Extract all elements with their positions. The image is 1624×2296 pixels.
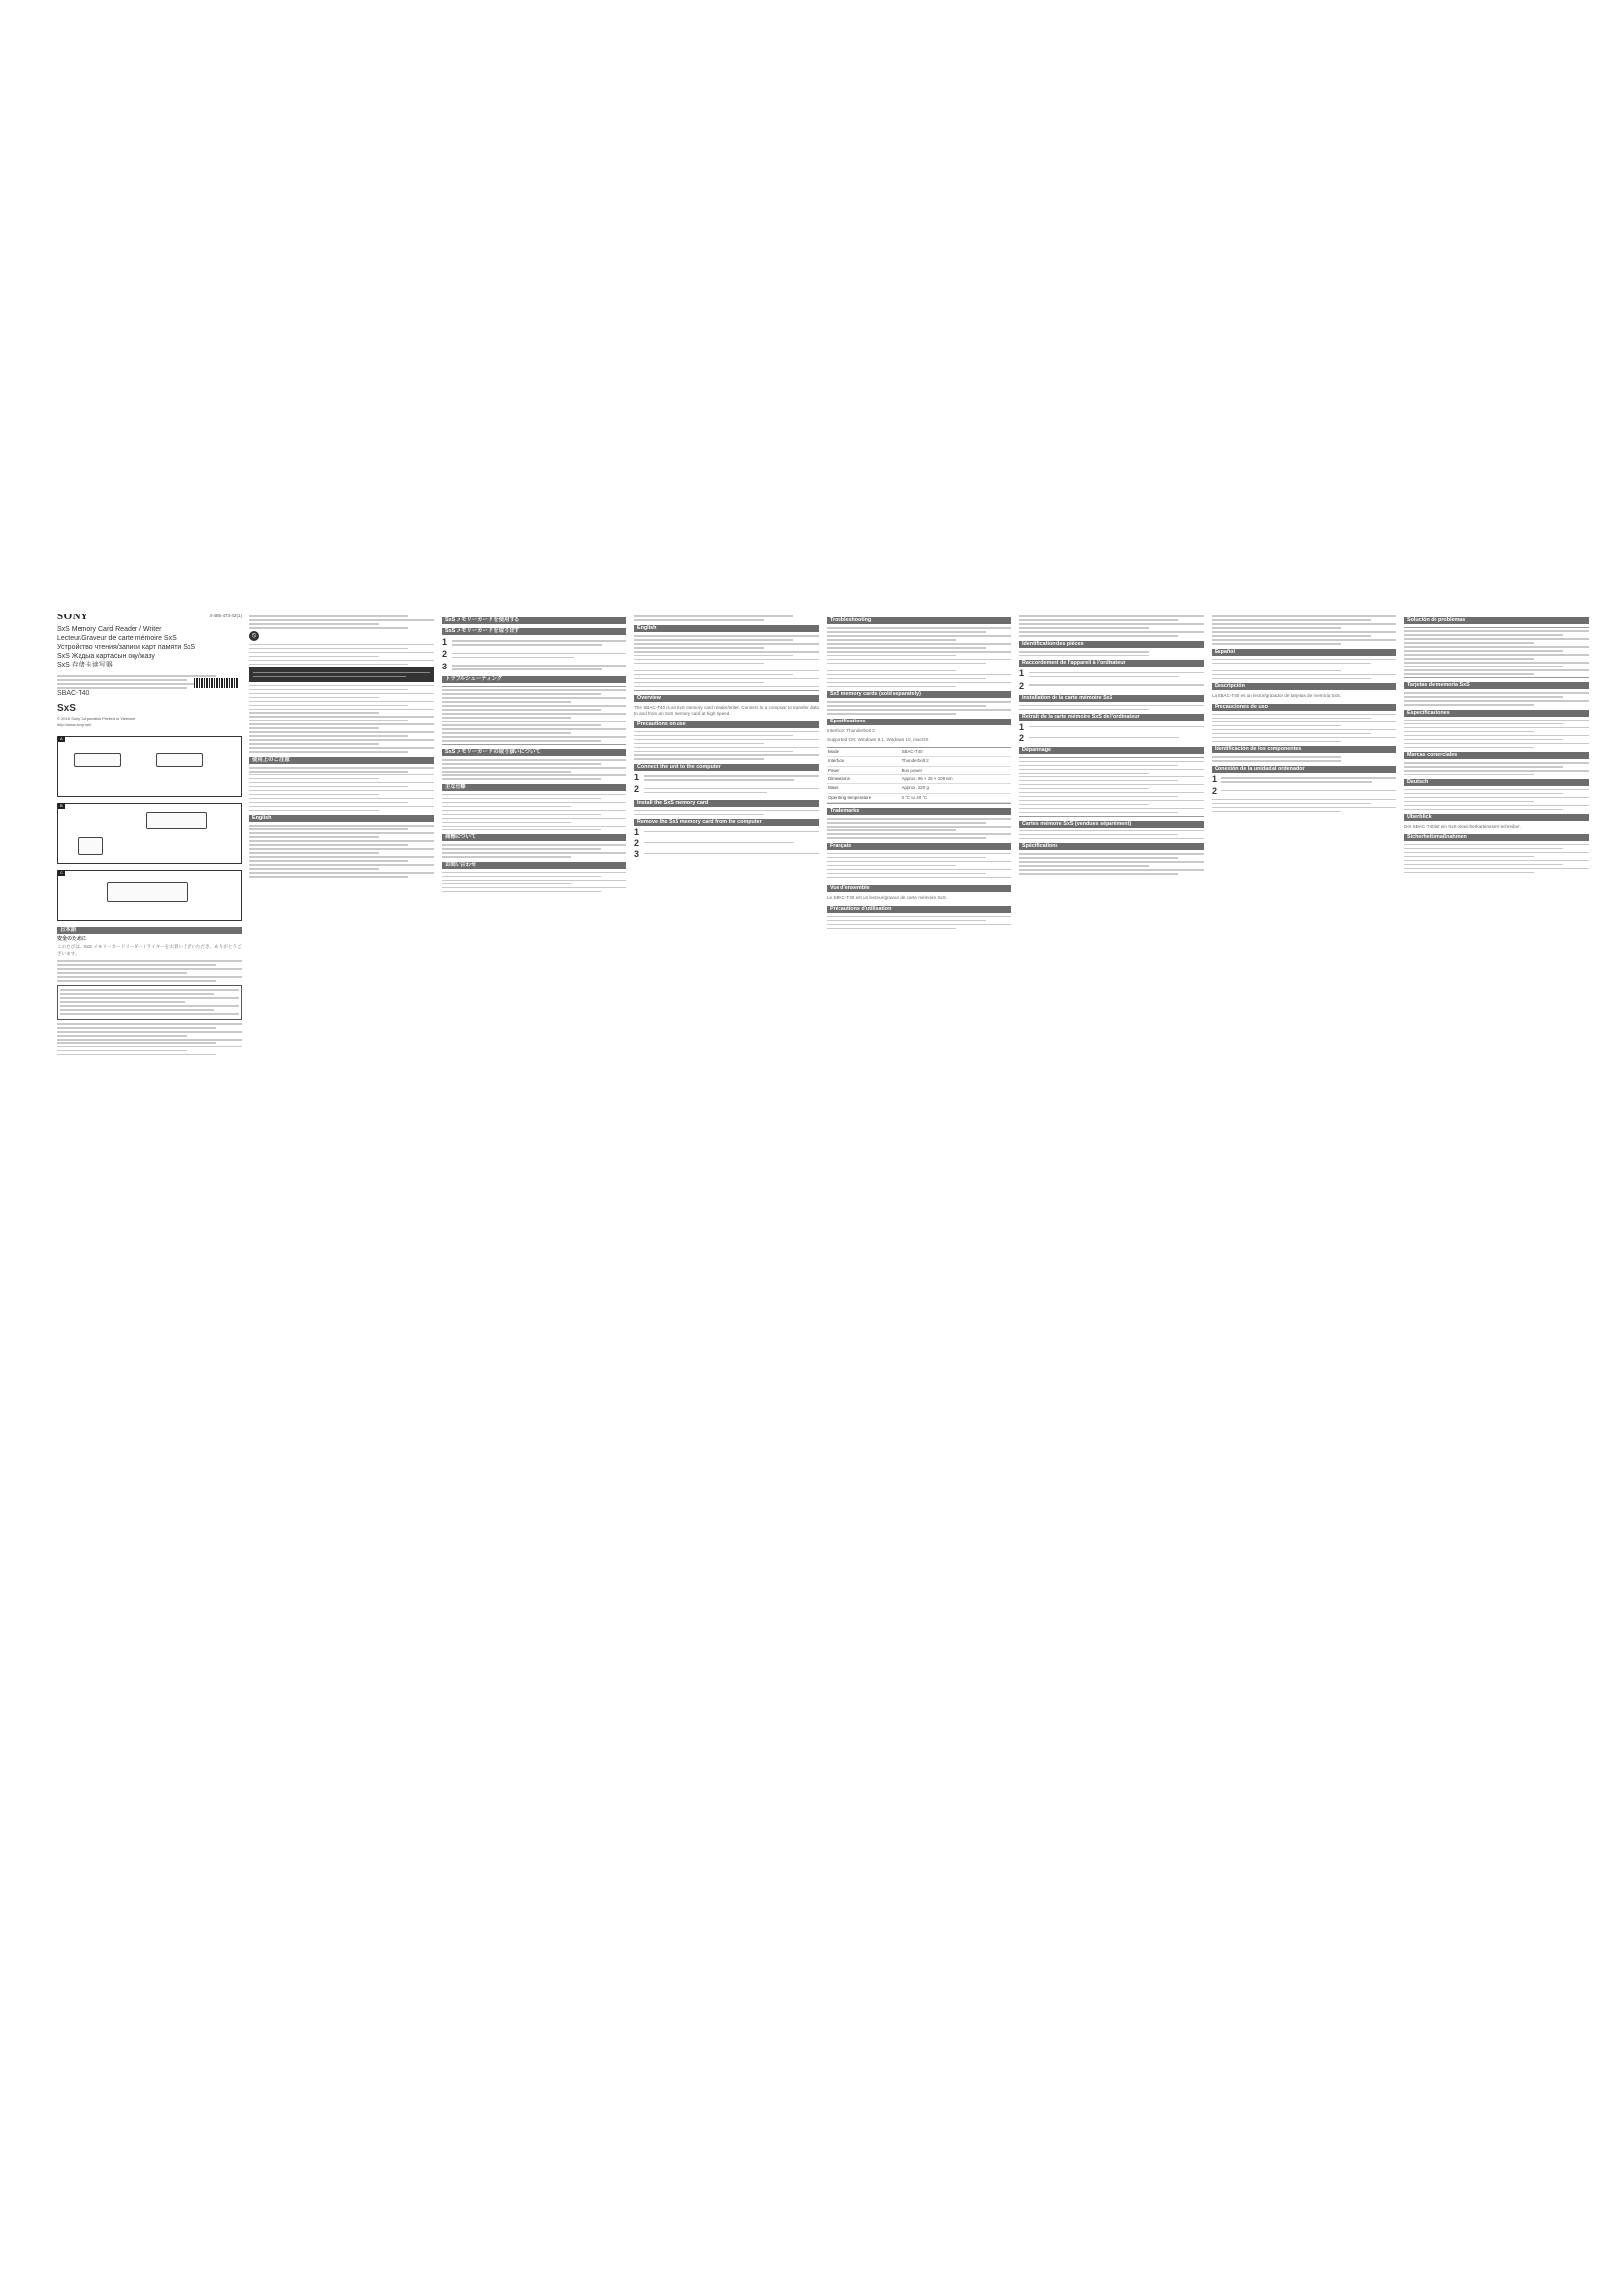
- part-number: 4-485-473-42(1): [209, 614, 242, 618]
- device-connected: [146, 812, 207, 829]
- sxs-logo: SxS: [57, 702, 76, 714]
- es-column: Español Descripción La SBAC-T40 es un lector/grabador de tarjetas de memoria SxS. Precauciones de uso Identificación de los componentes Conexión de la unidad al ordenador 1 2: [1212, 614, 1396, 1634]
- device-rear: [156, 753, 203, 767]
- jp-usage-column: SxS メモリーカードを使用する SxS メモリーカードを取り出す 1 2 3 トラブルシューティング SxS メモリーカードの取り扱いについて 主な仕様 商標について お問い合わせ: [442, 614, 626, 1634]
- figure-b: B: [57, 803, 242, 864]
- barcode: [194, 678, 238, 688]
- jp-warnings-column: ⦸ 使用上のご注意 English: [249, 614, 434, 1634]
- en-column: English Overview The SBAC-T40 is an SxS memory card reader/writer. Connect to a computer to transfer data to and from an SxS memory card at high speed. Precautions on use Connect the unit to the computer 1 2 Install the SxS memory card Remove the SxS memory card from the computer 1 2 3: [634, 614, 819, 1634]
- device-front: [74, 753, 121, 767]
- section-jp: 日本語: [57, 927, 242, 934]
- manual-sheet: [57, 614, 1624, 1639]
- prohibited-icon: ⦸: [249, 631, 259, 641]
- jp-caution-banner: [249, 667, 434, 681]
- url: http://www.sony.net/: [57, 721, 92, 727]
- computer: [78, 837, 103, 855]
- card-insert: [107, 882, 188, 902]
- figure-a: A: [57, 736, 242, 797]
- jp-trouble-table: [442, 686, 626, 745]
- copyright: © 2016 Sony Corporation Printed in Vietnam: [57, 716, 135, 721]
- es-de-column: Solución de problemas Tarjetas de memoria SxS Especificaciones Marcas comerciales Deutsch Überblick Der SBAC-T40 ist ein SxS-Speicherkartenleser/-schreiber. Sicherheitsmaßnahmen: [1404, 614, 1589, 1634]
- product-titles: SxS Memory Card Reader / Writer Lecteur/Graveur de carte mémoire SxS Устройство чтения/записи карт памяти SxS SxS Жадыа картасын оқу/жазу SxS 存储卡读写器: [57, 626, 196, 669]
- spec-table: Model SBAC-T40 Interface Thunderbolt 2 Power Bus power Dimensions Approx. 86 × 26 × 109 mm Mass Approx. 220 g Operating temperature 0 °C to 40 °C: [827, 747, 1011, 804]
- en-column-2: Troubleshooting SxS memory cards (sold separately) Specifications Interface: Thunderbolt 2 Supported OS: Windows 8.1, Windows 10, macOS Model SBAC-T40 Interface Thunderbolt 2 Power Bus power Dimensions Approx. 86 × 26 × 109 mm Mass Approx. 220 g Operating temperature 0 °C to 40 °C Trademarks Français Vue d'ensemble Le SBAC-T40 est un lecteur/graveur de carte mémoire SxS. Précautions d'utilisation: [827, 614, 1011, 1634]
- warning-box: [57, 985, 242, 1020]
- figure-c: C: [57, 870, 242, 921]
- fr-column: Identification des pièces Raccordement de l'appareil à l'ordinateur 1 2 Installation de la carte mémoire SxS Retrait de la carte mémoire SxS de l'ordinateur 1 2 Dépannage Cartes mémoire SxS (vendues séparément) Spécifications: [1019, 614, 1204, 1634]
- model-number: SBAC-T40: [57, 690, 90, 698]
- cover-column: SONY 4-485-473-42(1) SxS Memory Card Reader / Writer Lecteur/Graveur de carte mémoire SxS Устройство чтения/записи карт памяти SxS SxS Жадыа картасын оқу/жазу SxS 存储卡读写器 SBAC-T40 SxS © 2016 Sony Corporation Printed in Vietnam http://www.sony.net/ A B C 日本語 安全のために このたびは、SxS メモリーカードリーダー / ライターをお買い上げいただき、ありがとうございます。: [57, 614, 242, 1634]
- en-declaration-table: [634, 667, 819, 690]
- sony-logo: SONY: [57, 614, 89, 622]
